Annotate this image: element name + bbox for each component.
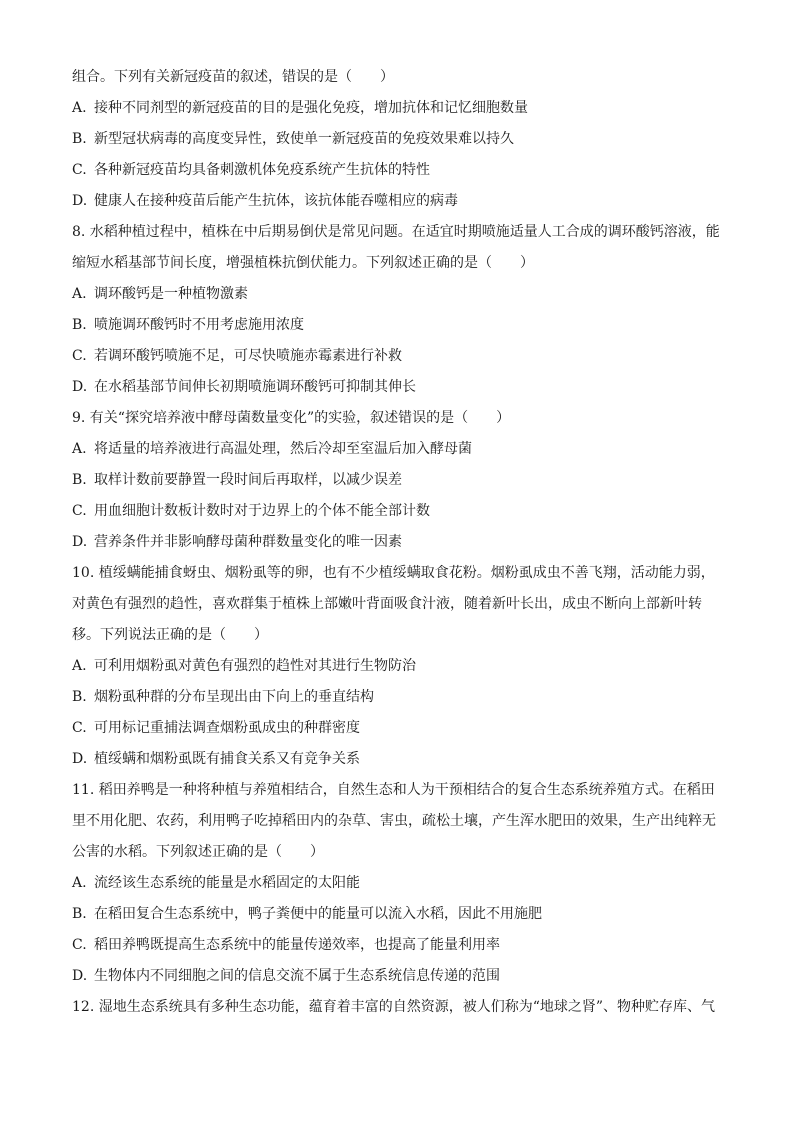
- answer-option: [72, 682, 724, 713]
- option-text: 调环酸钙是一种植物激素: [94, 286, 248, 302]
- option-text: 若调环酸钙喷施不足，可尽快喷施赤霉素进行补救: [94, 348, 402, 364]
- option-text: 营养条件并非影响酵母菌种群数量变化的唯一因素: [94, 534, 402, 550]
- option-text: 健康人在接种疫苗后能产生抗体，该抗体能吞噬相应的病毒: [94, 193, 458, 209]
- answer-option: [72, 186, 724, 217]
- option-text: 流经该生态系统的能量是水稻固定的太阳能: [94, 875, 360, 891]
- question-stem-line: 对黄色有强烈的趋性，喜欢群集于植株上部嫩叶背面吸食汁液，随着新叶长出，成虫不断向上部新叶转: [72, 596, 702, 612]
- option-letter: C.: [72, 162, 87, 178]
- answer-option: [72, 961, 724, 992]
- question-stem-line: 组合。下列有关新冠疫苗的叙述，错误的是（ ）: [72, 69, 394, 85]
- option-text: 生物体内不同细胞之间的信息交流不属于生态系统信息传递的范围: [94, 968, 500, 984]
- question-stem-line: 公害的水稻。下列叙述正确的是（ ）: [72, 844, 324, 860]
- option-letter: B.: [72, 689, 87, 705]
- option-letter: A.: [72, 100, 87, 116]
- answer-option: [72, 465, 724, 496]
- option-text: 可利用烟粉虱对黄色有强烈的趋性对其进行生物防治: [94, 658, 416, 674]
- option-text: 将适量的培养液进行高温处理，然后冷却至室温后加入酵母菌: [94, 441, 472, 457]
- option-letter: D.: [72, 751, 88, 767]
- option-text: 植绥螨和烟粉虱既有捕食关系又有竞争关系: [94, 751, 360, 767]
- answer-option: [72, 527, 724, 558]
- answer-option: [72, 93, 724, 124]
- answer-option: [72, 372, 724, 403]
- question-stem-line: 9. 有关“探究培养液中酵母菌数量变化”的实验，叙述错误的是（ ）: [72, 410, 511, 426]
- option-letter: B.: [72, 131, 87, 147]
- question-stem-line: 移。下列说法正确的是（ ）: [72, 627, 268, 643]
- option-text: 用血细胞计数板计数时对于边界上的个体不能全部计数: [94, 503, 430, 519]
- option-letter: A.: [72, 286, 87, 302]
- answer-option: [72, 713, 724, 744]
- answer-option: [72, 651, 724, 682]
- question-q11: [72, 775, 724, 992]
- question-stem-line: 12. 湿地生态系统具有多种生态功能，蕴育着丰富的自然资源，被人们称为“地球之肾”、物种贮存库、气: [72, 999, 716, 1015]
- answer-option: [72, 496, 724, 527]
- option-text: 在稻田复合生态系统中，鸭子粪便中的能量可以流入水稻，因此不用施肥: [94, 906, 542, 922]
- question-stem-line: 11. 稻田养鸭是一种将种植与养殖相结合，自然生态和人为干预相结合的复合生态系统养殖方式。在稻田: [72, 782, 715, 798]
- option-text: 新型冠状病毒的高度变异性，致使单一新冠疫苗的免疫效果难以持久: [94, 131, 514, 147]
- answer-option: [72, 744, 724, 775]
- option-letter: A.: [72, 441, 87, 457]
- question-stem-line: 8. 水稻种植过程中，植株在中后期易倒伏是常见问题。在适宜时期喷施适量人工合成的调环酸钙溶液，能: [72, 224, 720, 240]
- option-text: 在水稻基部节间伸长初期喷施调环酸钙可抑制其伸长: [94, 379, 416, 395]
- question-stem-line: 缩短水稻基部节间长度，增强植株抗倒伏能力。下列叙述正确的是（ ）: [72, 255, 534, 271]
- option-letter: C.: [72, 720, 87, 736]
- question-q9: [72, 403, 724, 558]
- answer-option: [72, 930, 724, 961]
- answer-option: [72, 434, 724, 465]
- option-text: 可用标记重捕法调查烟粉虱成虫的种群密度: [94, 720, 360, 736]
- answer-option: [72, 310, 724, 341]
- question-q8: [72, 217, 724, 403]
- answer-option: [72, 341, 724, 372]
- question-q7-continued: [72, 62, 724, 217]
- question-stem-line: 里不用化肥、农药，利用鸭子吃掉稻田内的杂草、害虫，疏松土壤，产生浑水肥田的效果，生产出纯粹无: [72, 813, 716, 829]
- answer-option: [72, 899, 724, 930]
- option-letter: B.: [72, 317, 87, 333]
- option-letter: D.: [72, 193, 88, 209]
- option-text: 取样计数前要静置一段时间后再取样，以减少误差: [94, 472, 402, 488]
- option-letter: A.: [72, 658, 87, 674]
- option-letter: D.: [72, 379, 88, 395]
- question-stem-line: 10. 植绥螨能捕食蚜虫、烟粉虱等的卵，也有不少植绥螨取食花粉。烟粉虱成虫不善飞翔，活动能力弱，: [72, 565, 715, 581]
- option-letter: C.: [72, 348, 87, 364]
- option-text: 接种不同剂型的新冠疫苗的目的是强化免疫，增加抗体和记忆细胞数量: [94, 100, 528, 116]
- option-letter: C.: [72, 937, 87, 953]
- option-text: 烟粉虱种群的分布呈现出由下向上的垂直结构: [94, 689, 374, 705]
- answer-option: [72, 155, 724, 186]
- option-letter: B.: [72, 906, 87, 922]
- question-q10: [72, 558, 724, 775]
- answer-option: [72, 124, 724, 155]
- option-letter: B.: [72, 472, 87, 488]
- option-letter: C.: [72, 503, 87, 519]
- answer-option: [72, 279, 724, 310]
- answer-option: [72, 868, 724, 899]
- option-letter: D.: [72, 534, 88, 550]
- option-text: 稻田养鸭既提高生态系统中的能量传递效率，也提高了能量利用率: [94, 937, 500, 953]
- document-page: [72, 62, 724, 1023]
- option-letter: A.: [72, 875, 87, 891]
- option-letter: D.: [72, 968, 88, 984]
- option-text: 喷施调环酸钙时不用考虑施用浓度: [94, 317, 304, 333]
- question-q12: [72, 992, 724, 1023]
- option-text: 各种新冠疫苗均具备刺激机体免疫系统产生抗体的特性: [94, 162, 430, 178]
